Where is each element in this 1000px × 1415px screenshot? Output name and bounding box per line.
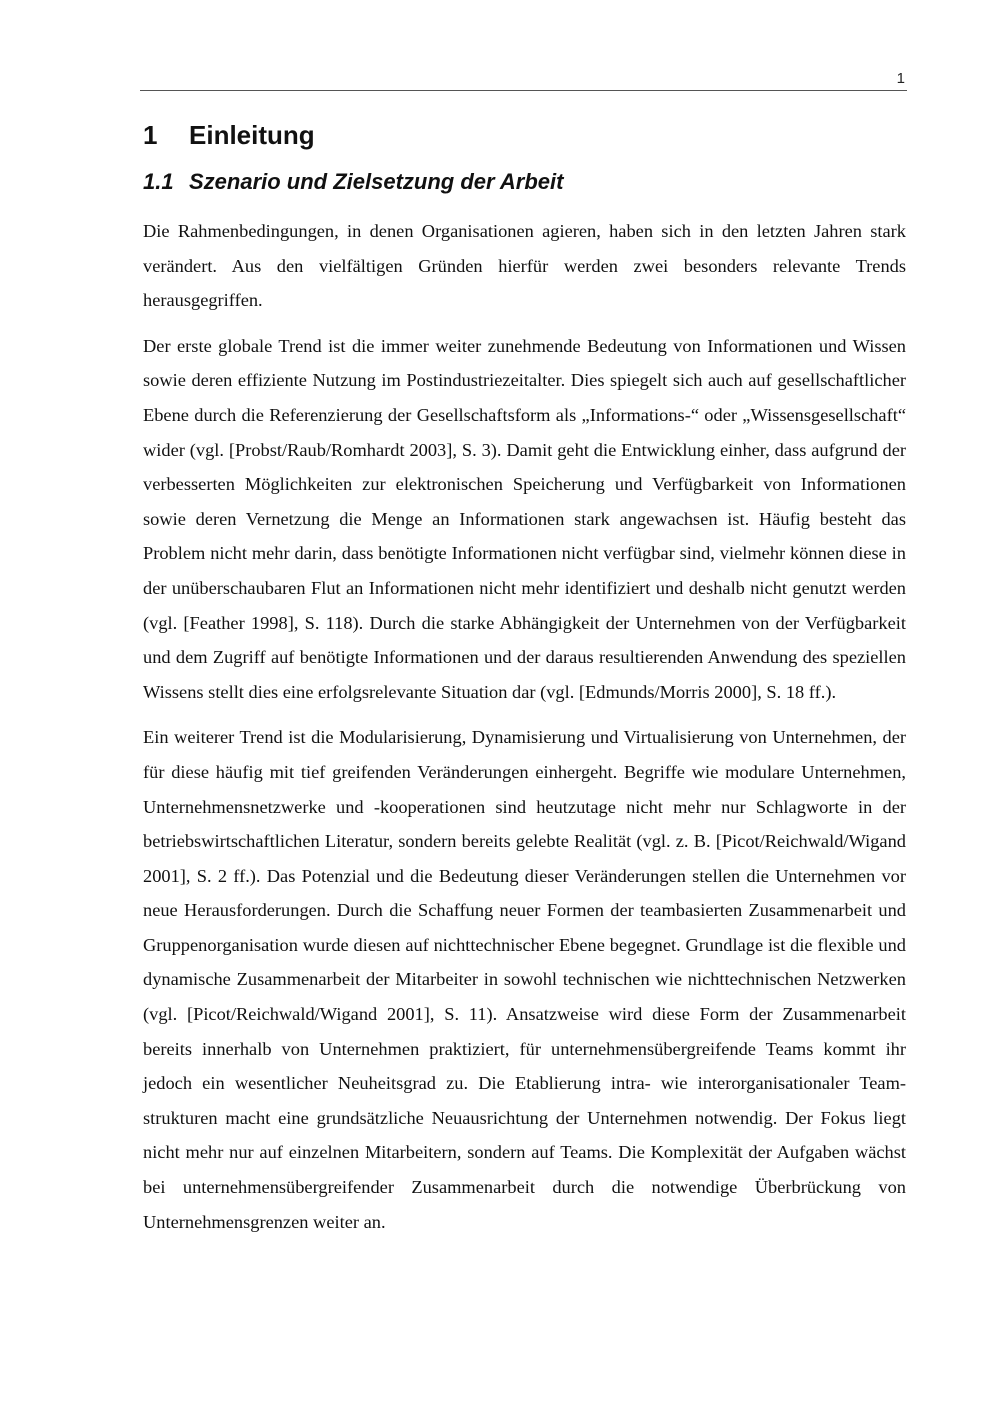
- chapter-title: Einleitung: [189, 120, 315, 150]
- page-content: [143, 113, 906, 1239]
- paragraph-first-trend: Der erste globale Trend ist die immer weiter zunehmende Bedeutung von Informationen und Wissen sowie deren effiziente Nutzung im Postindustriezeitalter. Dies spiegelt sich auch auf gesellschaftlicher Ebene durch die Referenzierung der Gesellschaftsform als „Informations-“ oder „Wissensgesellschaft“ wider (vgl. [Probst/Raub/Romhardt 2003], S. 3). Damit geht die Entwicklung einher, dass aufgrund der verbesserten Möglichkeiten zur elektronischen Speicherung und Verfügbarkeit von Informationen sowie deren Vernetzung die Menge an Informationen stark angewachsen ist. Häufig besteht das Problem nicht mehr darin, dass benötigte Informationen nicht verfügbar sind, vielmehr können diese in der unüberschaubaren Flut an Informationen nicht mehr identifiziert und deshalb nicht genutzt werden (vgl. [Feather 1998], S. 118). Durch die starke Abhängigkeit der Unternehmen von der Verfügbarkeit und dem Zugriff auf benötigte Informationen und der daraus resultierenden Anwendung des speziellen Wissens stellt dies eine erfolgsrelevante Situation dar (vgl. [Edmunds/Morris 2000], S. 18 ff.).: [143, 335, 906, 702]
- section-heading: [143, 164, 906, 200]
- paragraph-intro: Die Rahmenbedingungen, in denen Organisationen agieren, haben sich in den letzten Jahren stark verändert. Aus den vielfältigen Gründen hierfür werden zwei besonders relevante Trends herausgegriffen.: [143, 221, 906, 311]
- paragraph-second-trend: Ein weiterer Trend ist die Modularisierung, Dynamisierung und Virtualisierung von Unternehmen, der für diese häufig mit tief greifenden Veränderungen einhergeht. Begriffe wie modulare Unternehmen, Unternehmensnetzwerke und -kooperationen sind heutzutage nicht mehr nur Schlagworte in der betriebswirtschaftlichen Literatur, sondern bereits gelebte Realität (vgl. z. B. [Picot/Reichwald/Wigand 2001], S. 2 ff.). Das Potenzial und die Bedeutung dieser Veränderungen stellen die Unternehmen vor neue Herausforderungen. Durch die Schaffung neuer Formen der teambasierten Zusammenarbeit und Gruppenorganisation wurde diesen auf nichttechnischer Ebene begegnet. Grundlage ist die flexible und dynamische Zusammenarbeit der Mitarbeiter in sowohl technischen wie nichttechnischen Netzwerken (vgl. [Picot/Reichwald/Wigand 2001], S. 11). Ansatzweise wird diese Form der Zusammenarbeit bereits innerhalb von Unternehmen praktiziert, für unternehmensübergreifende Teams kommt ihr jedoch ein wesentlicher Neuheitsgrad zu. Die Etablierung intra- wie interorganisationaler Teamstrukturen macht eine grundsätzliche Neuausrichtung der Unternehmen notwendig. Der Fokus liegt nicht mehr nur auf einzelnen Mitarbeitern, sondern auf Teams. Die Komplexität der Aufgaben wächst bei unternehmensübergreifender Zusammenarbeit durch die notwendige Überbrückung von Unternehmensgrenzen weiter an.: [143, 727, 906, 1232]
- section-number: 1.1: [143, 169, 174, 194]
- chapter-number: 1: [143, 120, 158, 150]
- chapter-heading: [143, 113, 906, 157]
- page-header: [140, 68, 907, 91]
- page-number: 1: [896, 70, 905, 87]
- section-title: Szenario und Zielsetzung der Arbeit: [189, 169, 564, 194]
